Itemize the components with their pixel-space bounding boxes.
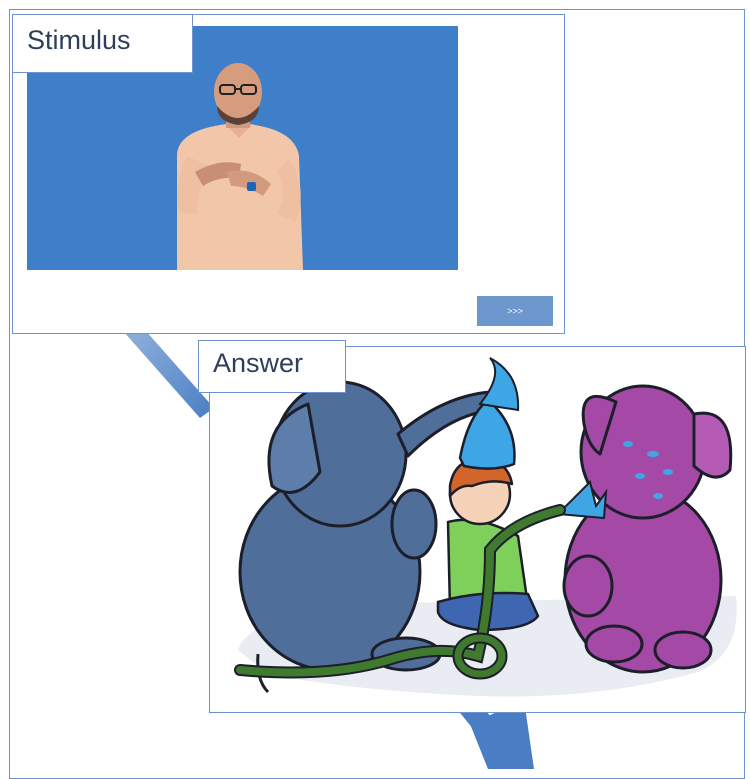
purple-elephant — [564, 386, 731, 672]
stimulus-label: Stimulus — [12, 14, 193, 73]
next-button[interactable]: >>> — [477, 296, 553, 326]
answer-label: Answer — [198, 340, 346, 393]
answer-panel — [209, 346, 746, 713]
stimulus-panel — [12, 14, 565, 334]
answer-illustration[interactable] — [228, 354, 740, 710]
